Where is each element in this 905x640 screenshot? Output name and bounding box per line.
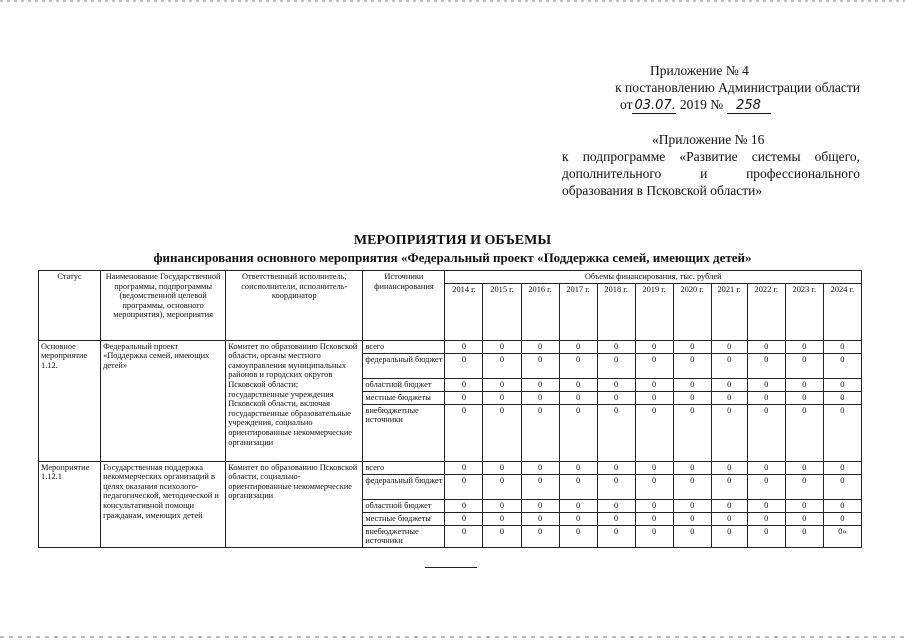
- cell-value: 0: [521, 525, 559, 547]
- header-year: 2023 г.: [785, 283, 823, 340]
- cell-source: местные бюджеты: [363, 512, 445, 525]
- cell-value: 0: [823, 499, 861, 512]
- cell-value: 0: [711, 525, 747, 547]
- cell-value: 0: [597, 474, 635, 499]
- appendix-header: [560, 62, 860, 114]
- cell-value: 0: [673, 461, 711, 474]
- cell-value: 0: [747, 512, 785, 525]
- cell-value: 0: [559, 391, 597, 404]
- cell-value: 0: [823, 461, 861, 474]
- cell-value: 0: [635, 499, 673, 512]
- cell-value: 0: [597, 391, 635, 404]
- cell-value: 0: [597, 525, 635, 547]
- cell-value: 0: [445, 378, 483, 391]
- cell-value: 0: [785, 378, 823, 391]
- cell-value: 0: [559, 525, 597, 547]
- cell-value: 0: [483, 378, 521, 391]
- appendix-resolution: к постановлению Администрации области: [615, 80, 860, 95]
- cell-value: 0: [445, 474, 483, 499]
- cell-value: 0»: [823, 525, 861, 547]
- cell-value: 0: [635, 474, 673, 499]
- table-body: [39, 340, 862, 547]
- cell-value: 0: [711, 474, 747, 499]
- date-prefix: от: [620, 97, 633, 112]
- table-row: [39, 461, 862, 474]
- handwritten-date: 03.07.: [634, 98, 676, 113]
- cell-source: федеральный бюджет: [363, 353, 445, 378]
- cell-value: 0: [823, 340, 861, 353]
- cell-value: 0: [747, 353, 785, 378]
- cell-value: 0: [635, 353, 673, 378]
- cell-value: 0: [711, 499, 747, 512]
- header-year: 2015 г.: [483, 283, 521, 340]
- cell-value: 0: [597, 378, 635, 391]
- cell-value: 0: [635, 340, 673, 353]
- scan-edge-bottom: [0, 636, 905, 638]
- cell-value: 0: [785, 525, 823, 547]
- cell-value: 0: [445, 353, 483, 378]
- cell-value: 0: [483, 499, 521, 512]
- cell-executor: Комитет по образованию Псковской области, органы местного самоуправления муниципальных районов и городских округов Псковской области; государственные учреждения Псковской области, включая государственные образовательные учреждения, социально ориентированные некоммерческие организации: [226, 340, 363, 461]
- cell-source: областной бюджет: [363, 378, 445, 391]
- cell-value: 0: [711, 378, 747, 391]
- cell-value: 0: [711, 353, 747, 378]
- cell-value: 0: [597, 404, 635, 461]
- cell-value: 0: [483, 340, 521, 353]
- cell-value: 0: [559, 512, 597, 525]
- cell-value: 0: [597, 340, 635, 353]
- cell-value: 0: [823, 391, 861, 404]
- cell-value: 0: [521, 353, 559, 378]
- cell-value: 0: [785, 340, 823, 353]
- table-row: [39, 340, 862, 353]
- cell-value: 0: [559, 461, 597, 474]
- cell-value: 0: [673, 525, 711, 547]
- cell-value: 0: [785, 391, 823, 404]
- cell-value: 0: [747, 461, 785, 474]
- handwritten-number: 258: [727, 99, 771, 114]
- cell-value: 0: [483, 353, 521, 378]
- scan-edge-top: [0, 0, 905, 2]
- cell-value: 0: [673, 404, 711, 461]
- cell-value: 0: [785, 474, 823, 499]
- cell-value: 0: [711, 461, 747, 474]
- cell-value: 0: [747, 391, 785, 404]
- cell-value: 0: [597, 461, 635, 474]
- cell-value: 0: [673, 512, 711, 525]
- cell-value: 0: [521, 474, 559, 499]
- cell-value: 0: [747, 525, 785, 547]
- document-subtitle: финансирования основного мероприятия «Федеральный проект «Поддержка семей, имеющих детей»: [153, 250, 752, 265]
- cell-value: 0: [785, 512, 823, 525]
- cell-value: 0: [445, 461, 483, 474]
- cell-value: 0: [445, 391, 483, 404]
- cell-value: 0: [597, 499, 635, 512]
- cell-value: 0: [559, 499, 597, 512]
- cell-value: 0: [747, 404, 785, 461]
- cell-value: 0: [747, 340, 785, 353]
- cell-value: 0: [711, 340, 747, 353]
- cell-value: 0: [823, 474, 861, 499]
- end-rule: [425, 567, 477, 568]
- cell-status: Основное мероприятие 1.12.: [39, 340, 101, 461]
- cell-value: 0: [747, 378, 785, 391]
- header-year: 2022 г.: [747, 283, 785, 340]
- header-year: 2014 г.: [445, 283, 483, 340]
- cell-value: 0: [521, 404, 559, 461]
- cell-value: 0: [673, 391, 711, 404]
- cell-value: 0: [445, 404, 483, 461]
- cell-value: 0: [445, 512, 483, 525]
- document-title: МЕРОПРИЯТИЯ И ОБЪЕМЫ: [353, 233, 552, 248]
- appendix16-title: «Приложение № 16: [652, 132, 765, 147]
- cell-value: 0: [521, 461, 559, 474]
- header-sources: Источники финансирования: [363, 271, 445, 341]
- cell-value: 0: [483, 525, 521, 547]
- cell-source: областной бюджет: [363, 499, 445, 512]
- header-year: 2021 г.: [711, 283, 747, 340]
- appendix16-line3: дополнительного и профессионального: [562, 166, 860, 181]
- appendix16-header: [562, 131, 860, 199]
- cell-source: всего: [363, 340, 445, 353]
- cell-value: 0: [747, 474, 785, 499]
- cell-value: 0: [635, 512, 673, 525]
- header-year: 2018 г.: [597, 283, 635, 340]
- header-year: 2020 г.: [673, 283, 711, 340]
- cell-value: 0: [747, 499, 785, 512]
- cell-value: 0: [597, 353, 635, 378]
- cell-value: 0: [559, 474, 597, 499]
- cell-value: 0: [823, 378, 861, 391]
- cell-value: 0: [785, 404, 823, 461]
- cell-value: 0: [483, 474, 521, 499]
- cell-source: внебюджетные источники: [363, 404, 445, 461]
- cell-value: 0: [785, 499, 823, 512]
- cell-value: 0: [823, 404, 861, 461]
- appendix-number: Приложение № 4: [650, 63, 749, 78]
- cell-value: 0: [673, 340, 711, 353]
- cell-value: 0: [559, 353, 597, 378]
- cell-source: всего: [363, 461, 445, 474]
- cell-name: Государственная поддержка некоммерческих организаций в целях оказания психолого-педагогической, методической и консультативной помощи гражданам, имеющих детей: [101, 461, 226, 547]
- header-year: 2016 г.: [521, 283, 559, 340]
- header-status: Статус: [39, 271, 101, 341]
- cell-value: 0: [483, 404, 521, 461]
- cell-value: 0: [823, 353, 861, 378]
- cell-value: 0: [673, 499, 711, 512]
- cell-value: 0: [711, 404, 747, 461]
- financing-table: [38, 270, 862, 548]
- cell-value: 0: [445, 340, 483, 353]
- cell-value: 0: [483, 391, 521, 404]
- cell-value: 0: [711, 512, 747, 525]
- header-volumes: Объемы финансирования, тыс. рублей: [445, 271, 862, 284]
- cell-value: 0: [445, 525, 483, 547]
- cell-value: 0: [521, 391, 559, 404]
- cell-value: 0: [635, 391, 673, 404]
- cell-value: 0: [635, 404, 673, 461]
- cell-value: 0: [823, 512, 861, 525]
- cell-value: 0: [673, 353, 711, 378]
- cell-value: 0: [785, 353, 823, 378]
- year-label: 2019 №: [679, 97, 724, 112]
- cell-value: 0: [483, 512, 521, 525]
- appendix16-line4: образования в Псковской области»: [562, 183, 763, 198]
- cell-value: 0: [711, 391, 747, 404]
- header-year: 2019 г.: [635, 283, 673, 340]
- cell-value: 0: [559, 378, 597, 391]
- appendix16-line2: к подпрограмме «Развитие системы общего,: [562, 149, 860, 164]
- header-name: Наименование Государственной программы, подпрограммы (ведомственной целевой программы, основного мероприятия), мероприятия: [101, 271, 226, 341]
- appendix-date-line: [560, 96, 860, 114]
- cell-value: 0: [597, 512, 635, 525]
- cell-executor: Комитет по образованию Псковской области, социально-ориентированные некоммерческие организации: [226, 461, 363, 547]
- cell-value: 0: [521, 512, 559, 525]
- cell-value: 0: [521, 499, 559, 512]
- cell-name: Федеральный проект «Поддержка семей, имеющих детей»: [101, 340, 226, 461]
- cell-value: 0: [559, 340, 597, 353]
- cell-value: 0: [521, 340, 559, 353]
- cell-source: федеральный бюджет: [363, 474, 445, 499]
- cell-source: местные бюджеты: [363, 391, 445, 404]
- header-executor: Ответственный исполнитель, соисполнители, исполнитель-координатор: [226, 271, 363, 341]
- cell-value: 0: [673, 378, 711, 391]
- header-year: 2017 г.: [559, 283, 597, 340]
- cell-value: 0: [559, 404, 597, 461]
- cell-value: 0: [483, 461, 521, 474]
- cell-value: 0: [673, 474, 711, 499]
- cell-source: внебюджетные источники: [363, 525, 445, 547]
- cell-value: 0: [521, 378, 559, 391]
- cell-value: 0: [785, 461, 823, 474]
- cell-value: 0: [635, 378, 673, 391]
- cell-value: 0: [635, 461, 673, 474]
- cell-status: Мероприятие 1.12.1: [39, 461, 101, 547]
- header-year: 2024 г.: [823, 283, 861, 340]
- cell-value: 0: [445, 499, 483, 512]
- cell-value: 0: [635, 525, 673, 547]
